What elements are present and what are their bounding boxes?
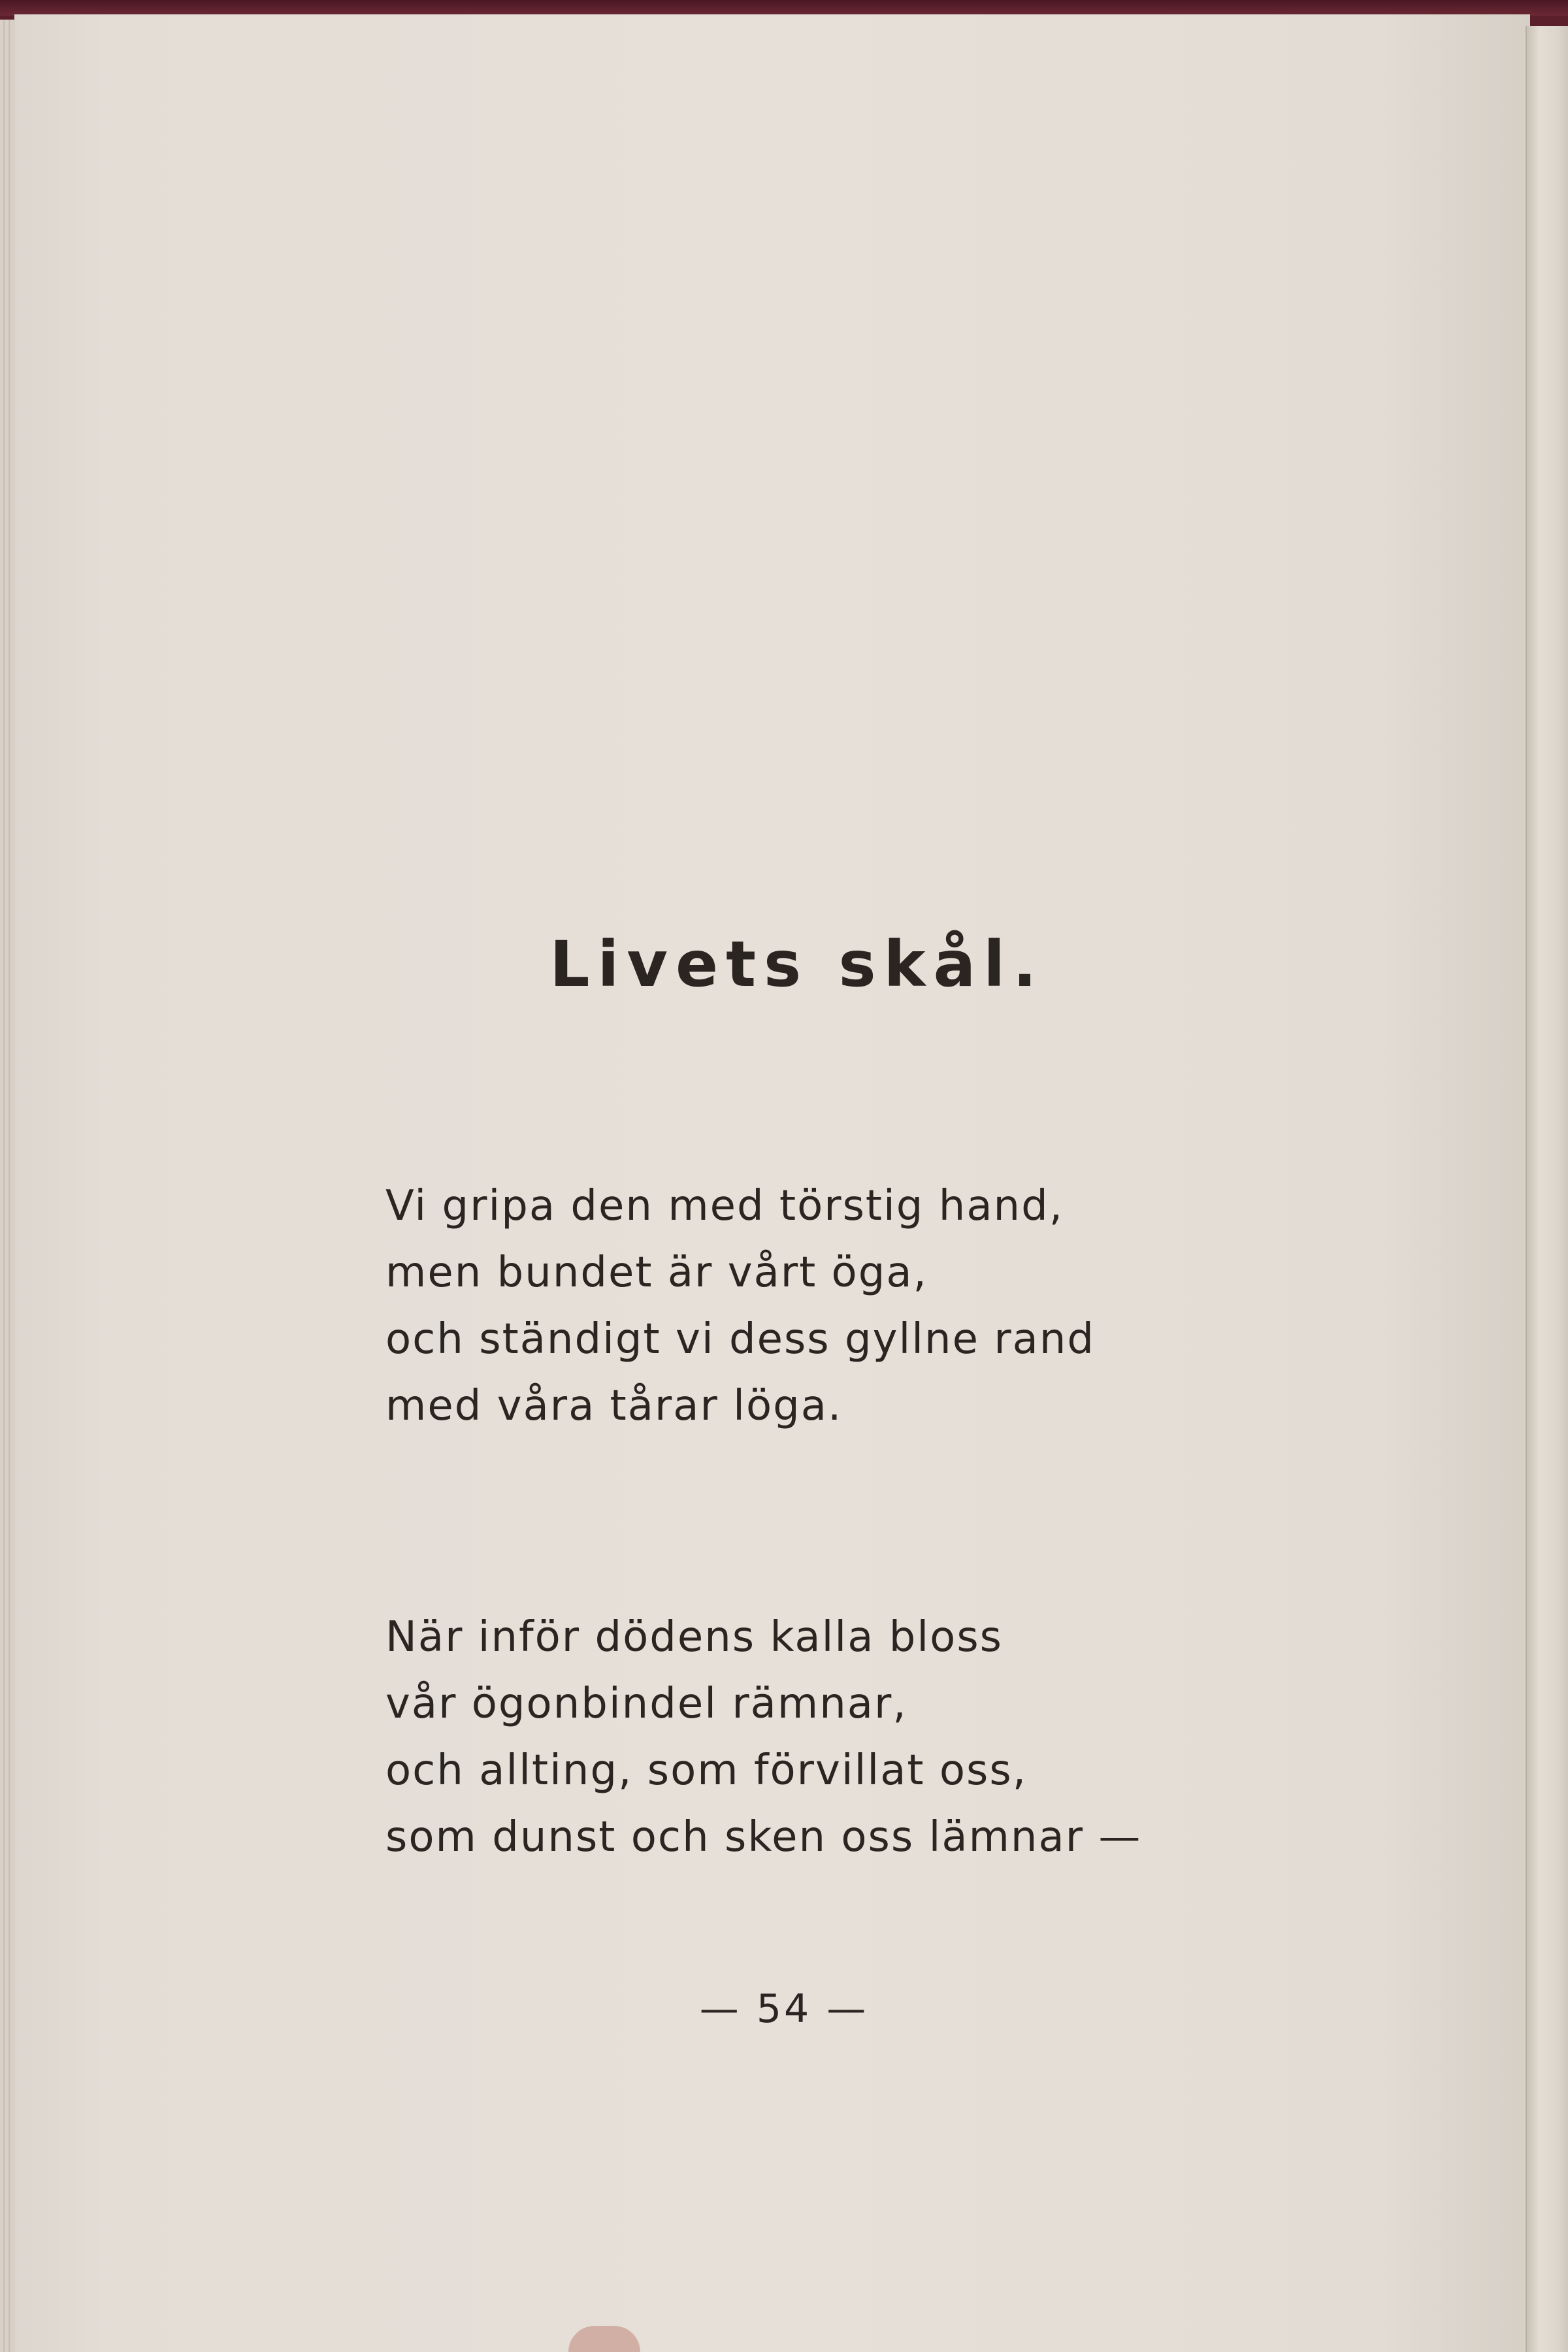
verse-line: och allting, som förvillat oss, [385, 1746, 1028, 1795]
stanza-2 [385, 1604, 1141, 1870]
stanza-1 [385, 1173, 1095, 1439]
verse-line: Vi gripa den med törstig hand, [385, 1182, 1064, 1230]
book-cover-edge [0, 0, 1568, 16]
verse-line: När inför dödens kalla bloss [385, 1613, 1003, 1661]
verse-line: men bundet är vårt öga, [385, 1249, 928, 1297]
verse-line: som dunst och sken oss lämnar — [385, 1813, 1142, 1861]
verse-line: vår ögonbindel rämnar, [385, 1680, 907, 1728]
page-number: — 54 — [699, 1986, 869, 2032]
verse-line: och ständigt vi dess gyllne rand [385, 1315, 1096, 1364]
verse-line: med våra tårar löga. [385, 1382, 843, 1430]
poem-title: Livets skål. [549, 928, 1045, 1001]
